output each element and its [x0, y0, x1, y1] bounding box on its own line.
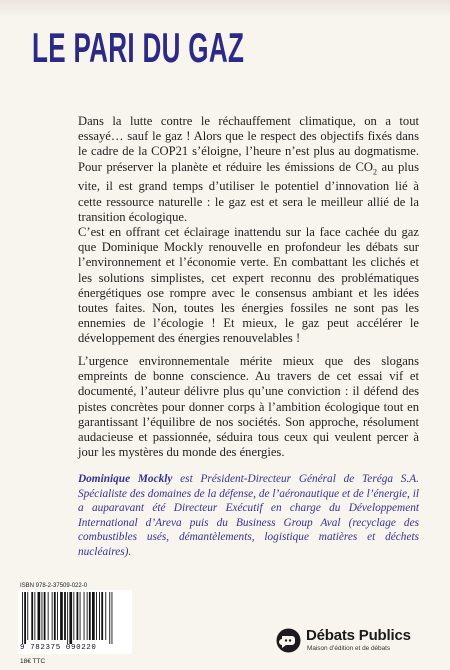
- barcode-bar: [69, 592, 72, 644]
- barcode: [18, 590, 132, 654]
- barcode-bar: [112, 592, 113, 644]
- barcode-bar: [42, 592, 43, 640]
- barcode-bar: [67, 592, 68, 644]
- blurb-second-section: [78, 354, 419, 460]
- barcode-bar: [57, 592, 58, 640]
- barcode-bar: [109, 592, 110, 644]
- barcode-bar: [48, 592, 49, 640]
- barcode-bar: [80, 592, 81, 640]
- barcode-bars: [18, 590, 132, 644]
- barcode-bar: [96, 592, 97, 640]
- barcode-bar: [44, 592, 46, 640]
- publisher-name: Débats Publics: [306, 627, 411, 644]
- barcode-bar: [92, 592, 95, 640]
- book-title: LE PARI DU GAZ: [32, 24, 245, 71]
- blurb-paragraph-2: C’est en offrant cet éclairage inattendu sur la face cachée du gaz que Dominique Mockly renouvelle en profondeur les débats sur l’environnement et l’économie verte. En combattant les clichés et les solutions simplistes, cet expert reconnu des problématiques énergétiques ose rompre avec le consensus ambiant et les idées toutes faites. Non, toutes les énergies fossiles ne sont pas les ennemies de l’écologie ! Et mieux, le gaz peut accélérer le développement des énergies renouvelables !: [78, 224, 419, 346]
- isbn-text: ISBN 978-2-37509-022-0: [20, 583, 88, 589]
- barcode-bar: [34, 592, 35, 640]
- blurb-paragraph-1-part1: Dans la lutte contre le réchauffement climatique, on a tout essayé… sauf le gaz ! Alors que le respect des objectifs fixés dans le cadre de la COP21 s’éloigne, l’heure n’est plus au dogmatisme. Pour préserver la planète et réduire les émissions de CO: [78, 114, 419, 174]
- blurb-paragraph-1: [78, 114, 419, 225]
- co2-subscript: 2: [372, 167, 377, 177]
- barcode-bar: [38, 592, 41, 640]
- barcode-bar: [73, 592, 74, 640]
- barcode-digits: 9 782375 090220: [20, 644, 97, 652]
- blurb-paragraph-3: L’urgence environnementale mérite mieux que des slogans empreints de bonne conscience. Au travers de cet essai vif et documenté, l’auteur délivre plus qu’une conviction : il défend des pistes concrètes pour donner corps à l’ambition écologique tout en garantissant l’équilibre de nos sociétés. Son approche, résolument audacieuse et passionnée, séduira tous ceux qui veulent percer à jour les mystères du monde des énergies.: [78, 354, 419, 460]
- barcode-bar: [22, 592, 23, 644]
- barcode-bar: [89, 592, 91, 640]
- barcode-bar: [101, 592, 103, 640]
- barcode-bar: [87, 592, 88, 640]
- barcode-bar: [24, 592, 26, 644]
- top-shadow-band: [0, 0, 450, 18]
- speech-bubble-logo-icon: [276, 628, 301, 653]
- blurb-paragraph-1-part2: au plus vite, il est grand temps d’utiliser le potentiel d’innovation lié à cette ressource naturelle : le gaz est et sera le meilleur allié de la transition écologique.: [78, 159, 419, 224]
- author-bio-text: est Président-Directeur Général de Teréga S.A. Spécialiste des domaines de la défense, de l’aéronautique et de l’énergie, il a auparavant été Directeur Exécutif en charge du Développement International d’Areva puis du Business Group Aval (recyclage des combustibles usés, démantèlements, logistique matières et déchets nucléaires).: [78, 473, 419, 558]
- barcode-bar: [52, 592, 53, 640]
- barcode-bar: [60, 592, 63, 640]
- publisher-tagline: Maison d’édition et de débats: [307, 645, 391, 652]
- barcode-bar: [84, 592, 85, 640]
- price-code: 18€ TTC: [20, 658, 46, 665]
- author-name: Dominique Mockly: [78, 473, 173, 485]
- publisher-block: [276, 625, 436, 655]
- author-bio: [78, 472, 419, 560]
- barcode-bar: [54, 592, 56, 640]
- barcode-bar: [64, 592, 66, 640]
- barcode-bar: [99, 592, 100, 640]
- barcode-bar: [105, 592, 106, 640]
- author-bio-paragraph: [78, 472, 419, 560]
- barcode-bar: [31, 592, 33, 640]
- barcode-bar: [27, 592, 28, 640]
- blurb-first-section: [78, 114, 419, 347]
- barcode-bar: [77, 592, 79, 640]
